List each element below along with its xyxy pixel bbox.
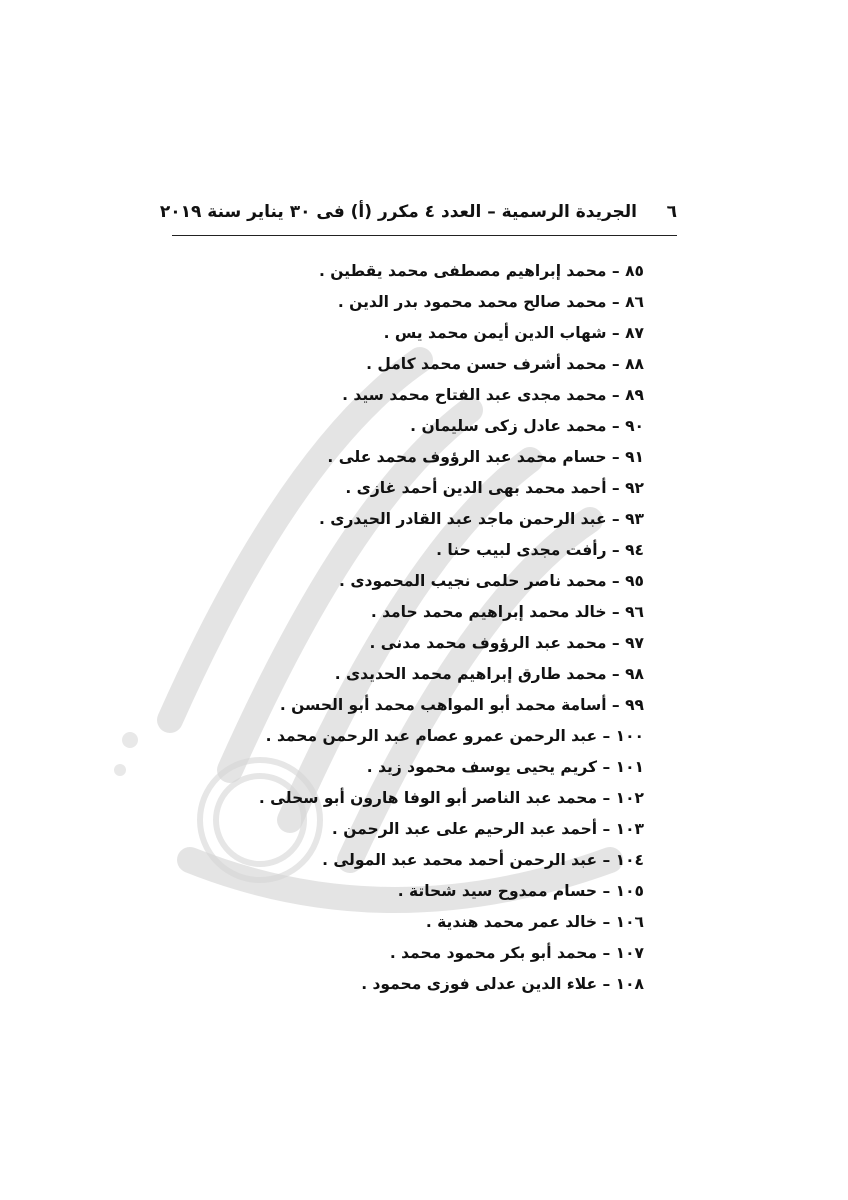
list-item: ١٠٦ – خالد عمر محمد هندية . (425, 913, 644, 931)
list-item: ١٠٣ – أحمد عبد الرحيم على عبد الرحمن . (331, 820, 644, 838)
list-item: ٩٨ – محمد طارق إبراهيم محمد الحديدى . (334, 665, 644, 683)
list-item: ٩٥ – محمد ناصر حلمى نجيب المحمودى . (339, 572, 644, 590)
list-item: ١٠٠ – عبد الرحمن عمرو عصام عبد الرحمن محمد . (265, 727, 644, 745)
list-item: ١٠٨ – علاء الدين عدلى فوزى محمود . (361, 975, 644, 993)
list-item: ٩٤ – رأفت مجدى لبيب حنا . (436, 541, 644, 559)
list-item: ١٠٤ – عبد الرحمن أحمد محمد عبد المولى . (322, 851, 644, 869)
list-item: ٩٠ – محمد عادل زكى سليمان . (410, 417, 644, 435)
names-list (224, 256, 644, 1000)
list-item: ٩٢ – أحمد محمد بهى الدين أحمد غازى . (345, 479, 644, 497)
list-item: ١٠٥ – حسام ممدوح سيد شحاتة . (397, 882, 644, 900)
gazette-title: الجريدة الرسمية – العدد ٤ مكرر (أ) فى ٣٠ يناير سنة ٢٠١٩ (159, 202, 637, 222)
list-item: ٨٦ – محمد صالح محمد محمود بدر الدين . (337, 293, 644, 311)
list-item: ٩٧ – محمد عبد الرؤوف محمد مدنى . (369, 634, 644, 652)
list-item: ٨٧ – شهاب الدين أيمن محمد يس . (383, 324, 644, 342)
list-item: ١٠٢ – محمد عبد الناصر أبو الوفا هارون أبو سحلى . (258, 789, 644, 807)
list-item: ٨٥ – محمد إبراهيم مصطفى محمد يقطين . (318, 262, 644, 280)
list-item: ٩٩ – أسامة محمد أبو المواهب محمد أبو الحسن . (279, 696, 644, 714)
list-item: ٩١ – حسام محمد عبد الرؤوف محمد على . (327, 448, 644, 466)
list-item: ١٠١ – كريم يحيى يوسف محمود زيد . (366, 758, 644, 776)
list-item: ٨٨ – محمد أشرف حسن محمد كامل . (366, 355, 644, 373)
page-header (159, 198, 677, 236)
list-item: ١٠٧ – محمد أبو بكر محمود محمد . (389, 944, 644, 962)
list-item: ٨٩ – محمد مجدى عبد الفتاح محمد سيد . (342, 386, 644, 404)
list-item: ٩٣ – عبد الرحمن ماجد عبد القادر الحيدرى . (319, 510, 644, 528)
page-number: ٦ (666, 202, 677, 222)
list-item: ٩٦ – خالد محمد إبراهيم محمد حامد . (370, 603, 644, 621)
